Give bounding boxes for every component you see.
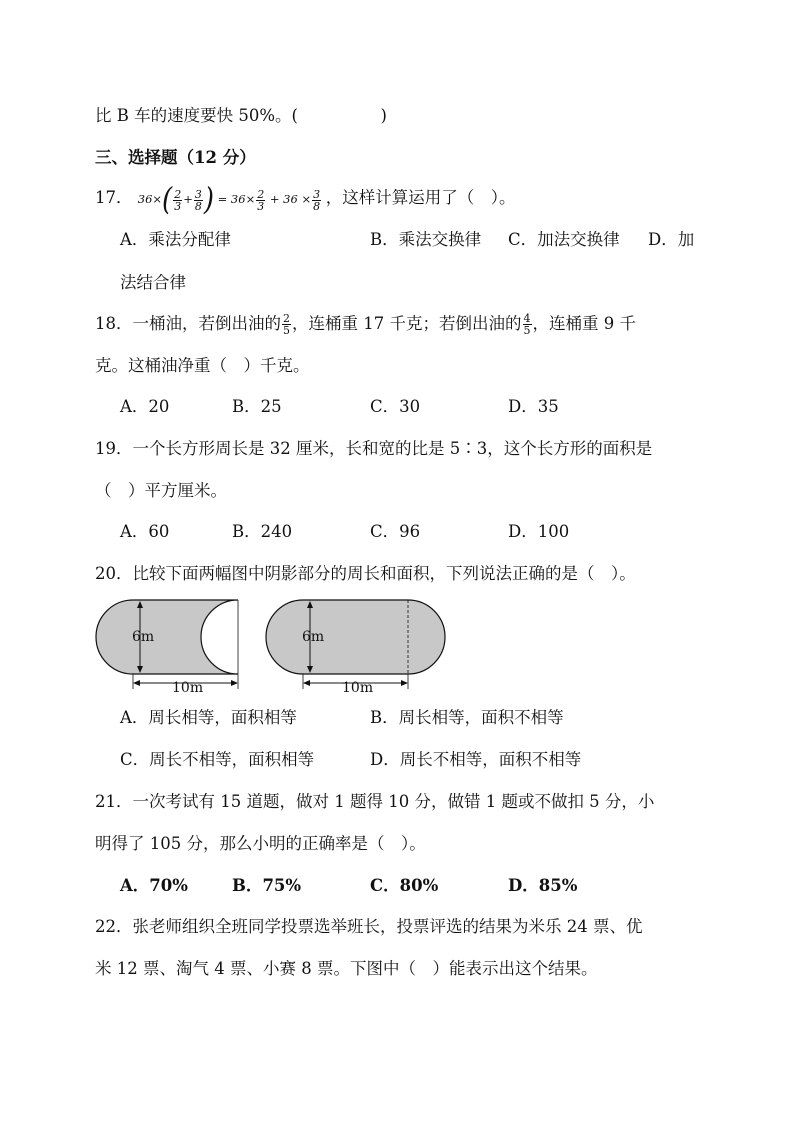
figure1-arrowhead-left — [133, 680, 140, 686]
q17-fraction — [312, 189, 321, 212]
q17-option-d-wrap: 法结合律 — [120, 273, 186, 292]
q18-fraction — [282, 313, 291, 336]
q20-figure-1 — [92, 595, 252, 695]
q17-fraction — [256, 189, 265, 212]
q17-option-a: A．乘法分配律 — [120, 230, 231, 249]
q21-stem-line2: 明得了 105 分，那么小明的正确率是（ ）。 — [95, 834, 426, 853]
figure1-arrowhead-right — [231, 680, 238, 686]
q19-option-a: A．60 — [120, 522, 170, 541]
q18-text: 18．一桶油，若倒出油的 — [95, 314, 281, 333]
q17-frac-num: 3 — [313, 187, 321, 201]
q18-text: ，连桶重 9 千 — [532, 314, 636, 333]
q17-right-paren: ) — [203, 182, 214, 218]
q18-option-a: A．20 — [120, 397, 170, 416]
section-title: 三、选择题（12 分） — [95, 148, 256, 167]
figure1-shaded-region — [96, 600, 238, 674]
q17-number: 17． — [95, 188, 133, 207]
q18-frac-den: 5 — [523, 324, 531, 337]
q20-option-d: D．周长不相等，面积不相等 — [370, 750, 582, 769]
q17-left-paren: ( — [162, 182, 173, 218]
q17-frac-num: 2 — [257, 187, 265, 201]
q18-frac-den: 5 — [283, 324, 290, 337]
q18-option-b: B．25 — [232, 397, 282, 416]
q17-option-d: D．加 — [648, 230, 695, 249]
q17-expr-part: = 36× — [217, 192, 256, 206]
q20-option-b: B．周长相等，面积不相等 — [370, 708, 564, 727]
figure2-height-label: 6m — [302, 629, 325, 645]
q18-text: ，连桶重 17 千克；若倒出油的 — [292, 314, 522, 333]
q17-frac-den: 3 — [257, 199, 265, 213]
q20-option-a: A．周长相等，面积相等 — [120, 708, 297, 727]
q20-stem: 20．比较下面两幅图中阴影部分的周长和面积，下列说法正确的是（ ）。 — [95, 564, 636, 583]
q17-stem-tail: ，这样计算运用了（ ）。 — [325, 188, 516, 207]
q18-stem-line2: 克。这桶油净重（ ）千克。 — [95, 356, 310, 375]
q17-option-c: C．加法交换律 — [508, 230, 620, 249]
q17-fraction — [194, 189, 203, 212]
q17-stem — [95, 182, 516, 218]
q17-expr — [137, 182, 326, 218]
q17-frac-den: 3 — [174, 199, 182, 213]
figure2-shaded-region — [266, 600, 445, 674]
q19-option-d: D．100 — [508, 522, 570, 541]
q18-stem — [95, 313, 636, 336]
q21-stem: 21．一次考试有 15 道题，做对 1 题得 10 分，做错 1 题或不做扣 5 分，小 — [95, 792, 655, 811]
q17-frac-den: 8 — [194, 199, 202, 213]
q21-option-b: B．75% — [232, 876, 302, 895]
q17-frac-den: 8 — [313, 199, 321, 213]
q18-frac-num: 2 — [283, 312, 290, 325]
q21-option-d: D．85% — [508, 876, 578, 895]
q17-fraction — [173, 189, 182, 212]
q17-frac-num: 3 — [194, 187, 202, 201]
q18-fraction — [523, 313, 532, 336]
figure1-height-label: 6m — [132, 629, 155, 645]
q19-stem-line2: （ ）平方厘米。 — [95, 481, 227, 500]
q17-option-b: B．乘法交换律 — [370, 230, 482, 249]
q22-stem-line2: 米 12 票、淘气 4 票、小赛 8 票。下图中（ ）能表示出这个结果。 — [95, 959, 598, 978]
q16-tail: 比 B 车的速度要快 50%。( ) — [95, 106, 387, 125]
figure2-arrowhead-left — [303, 680, 310, 686]
q21-option-a: A．70% — [120, 876, 188, 895]
q19-option-b: B．240 — [232, 522, 293, 541]
q18-frac-num: 4 — [523, 312, 531, 325]
q19-option-c: C．96 — [370, 522, 421, 541]
q17-expr-part: + 36 × — [269, 192, 312, 206]
q20-option-c: C．周长不相等，面积相等 — [120, 750, 315, 769]
figure2-width-label: 10m — [342, 680, 374, 695]
q17-expr-part: + — [183, 192, 193, 206]
q18-option-c: C．30 — [370, 397, 421, 416]
q18-option-d: D．35 — [508, 397, 559, 416]
q20-figure-2 — [262, 595, 452, 695]
figure2-arrowhead-right — [401, 680, 408, 686]
q19-stem: 19．一个长方形周长是 32 厘米，长和宽的比是 5∶3，这个长方形的面积是 — [95, 439, 653, 458]
q17-frac-num: 2 — [174, 187, 182, 201]
q21-option-c: C．80% — [370, 876, 439, 895]
figure1-width-label: 10m — [172, 680, 204, 695]
q22-stem: 22．张老师组织全班同学投票选举班长，投票评选的结果为米乐 24 票、优 — [95, 917, 643, 936]
q17-expr-part: 36× — [137, 192, 163, 206]
